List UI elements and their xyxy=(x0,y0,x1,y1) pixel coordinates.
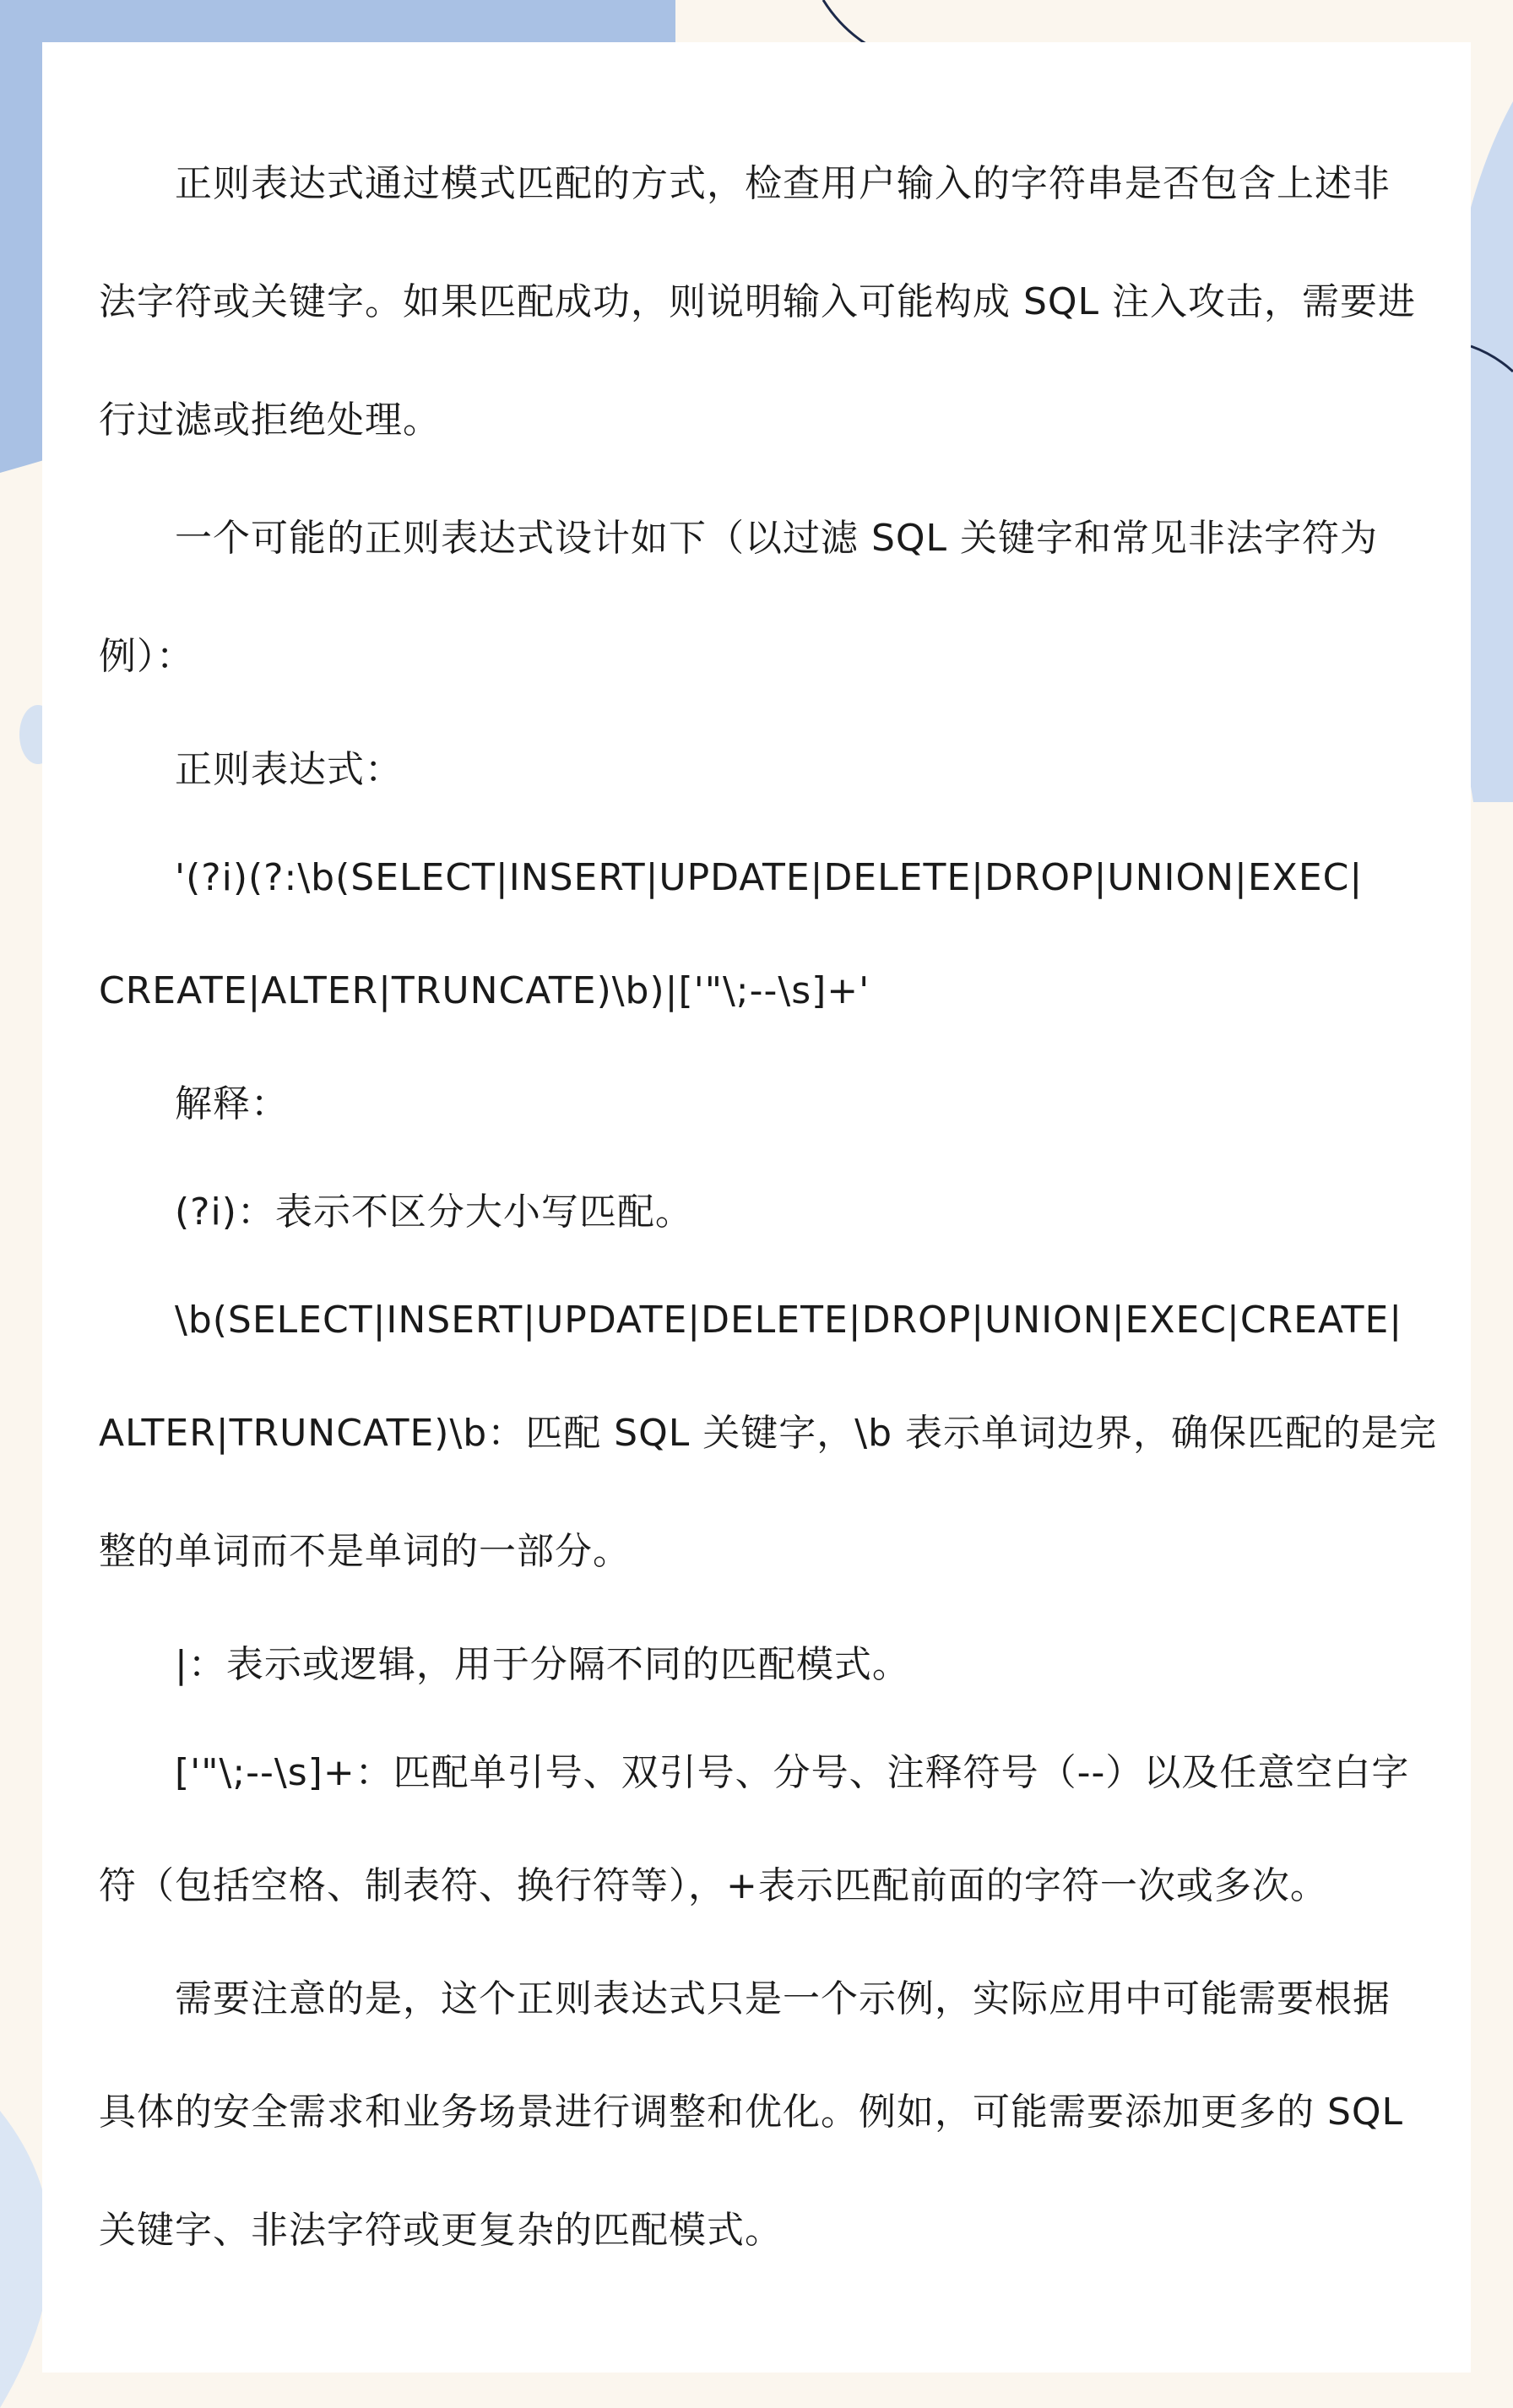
paragraph-1-line-1: 正则表达式通过模式匹配的方式，检查用户输入的字符串是否包含上述非 xyxy=(175,162,1391,205)
paragraph-3-line-1: 正则表达式： xyxy=(175,748,403,791)
explanation-heading: 解释： xyxy=(175,1082,289,1125)
paragraph-1-line-2: 法字符或关键字。如果匹配成功，则说明输入可能构成 SQL 注入攻击，需要进 xyxy=(99,280,1417,323)
paragraph-2-line-2: 例）： xyxy=(99,635,194,678)
paragraph-2-line-1: 一个可能的正则表达式设计如下（以过滤 SQL 关键字和常见非法字符为 xyxy=(175,517,1379,560)
explanation-3: |：表示或逻辑，用于分隔不同的匹配模式。 xyxy=(175,1643,910,1686)
article-body xyxy=(99,125,1437,2290)
explanation-2-line-3: 整的单词而不是单词的一部分。 xyxy=(99,1530,631,1573)
explanation-2-line-1: \b(SELECT|INSERT|UPDATE|DELETE|DROP|UNION|EXEC|CREATE| xyxy=(175,1299,1403,1342)
explanation-1: (?i)：表示不区分大小写匹配。 xyxy=(175,1190,693,1234)
regex-line-2: CREATE|ALTER|TRUNCATE)\b)|['"\;--\s]+' xyxy=(99,969,870,1012)
explanation-2-line-2: ALTER|TRUNCATE)\b：匹配 SQL 关键字，\b 表示单词边界，确保匹配的是完 xyxy=(99,1412,1437,1455)
explanation-4-line-2: 符（包括空格、制表符、换行符等），+表示匹配前面的字符一次或多次。 xyxy=(99,1864,1328,1907)
explanation-4-line-1: ['"\;--\s]+：匹配单引号、双引号、分号、注释符号（--）以及任意空白字 xyxy=(175,1751,1410,1794)
paragraph-1-line-3: 行过滤或拒绝处理。 xyxy=(99,399,441,442)
regex-line-1: '(?i)(?:\b(SELECT|INSERT|UPDATE|DELETE|DROP|UNION|EXEC| xyxy=(175,856,1364,899)
note-line-2: 具体的安全需求和业务场景进行调整和优化。例如，可能需要添加更多的 SQL xyxy=(99,2091,1404,2134)
note-line-3: 关键字、非法字符或更复杂的匹配模式。 xyxy=(99,2209,783,2252)
note-line-1: 需要注意的是，这个正则表达式只是一个示例，实际应用中可能需要根据 xyxy=(175,1977,1391,2020)
